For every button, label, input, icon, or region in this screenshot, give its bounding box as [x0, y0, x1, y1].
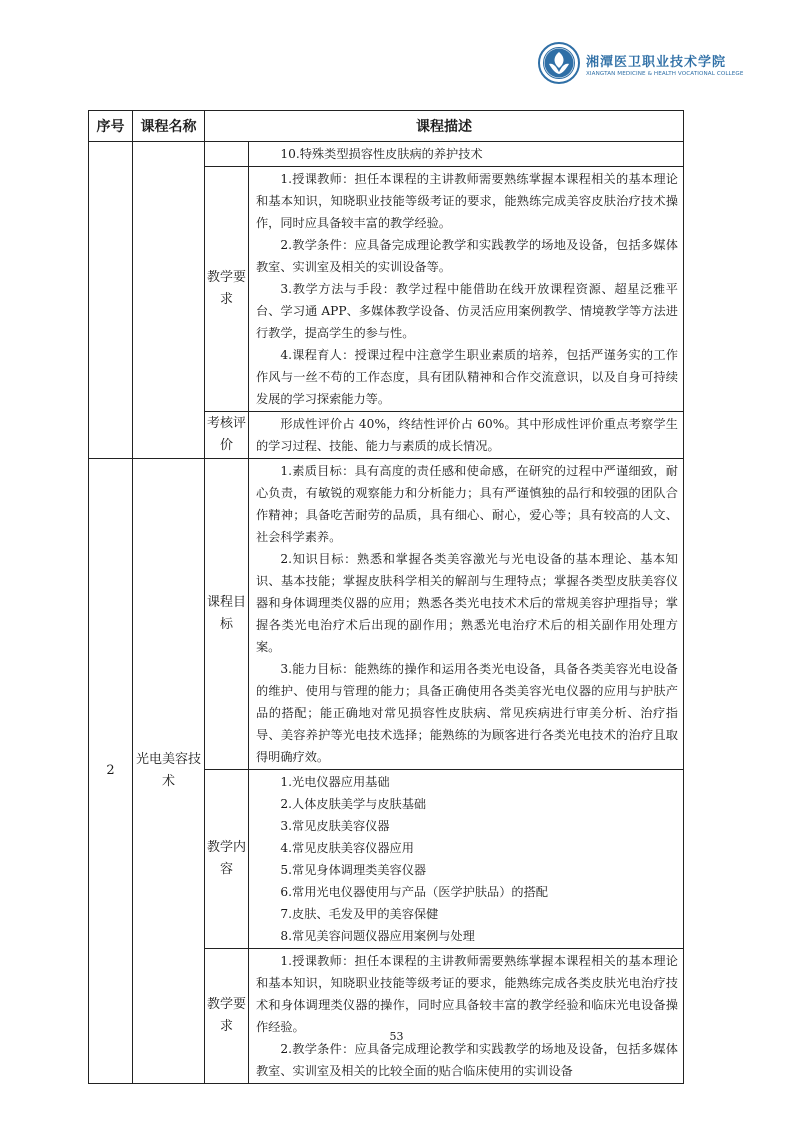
course-name-cell-empty	[133, 142, 205, 459]
paragraph: 2.教学条件：应具备完成理论教学和实践教学的场地及设备，包括多媒体教室、实训室及相关的比较全面的贴合临床使用的实训设备	[256, 1042, 678, 1078]
category-teaching-content: 教学内容	[205, 770, 249, 949]
page-number: 53	[389, 1030, 404, 1043]
paragraph: 2.知识目标：熟悉和掌握各类美容激光与光电设备的基本理论、基本知识、基本技能；掌握皮肤科学相关的解剖与生理特点；掌握各类型皮肤美容仪器和身体调理类仪器的应用；熟悉各类光电技术术后的常规美容护理指导；掌握各类光电治疗术后出现的副作用；熟悉光电治疗术后的相关副作用处理方案。	[256, 552, 678, 654]
paragraph: 形成性评价占 40%，终结性评价占 60%。其中形成性评价重点考察学生的学习过程、技能、能力与素质的成长情况。	[256, 417, 678, 453]
teaching-requirements-text	[249, 949, 684, 1084]
paragraph: 1.素质目标：具有高度的责任感和使命感，在研究的过程中严谨细致，耐心负责，有敏锐的观察能力和分析能力；具有严谨慎独的品行和较强的团队合作精神；具备吃苦耐劳的品质，具有细心、耐心，爱心等；具有较高的人文、社会科学素养。	[256, 464, 678, 544]
college-name-en: XIANGTAN MEDICINE & HEALTH VOCATIONAL COLLEGE	[586, 71, 744, 77]
list-item: 4.常见皮肤美容仪器应用	[280, 841, 414, 855]
category-cell-empty	[205, 142, 249, 167]
list-item: 6.常用光电仪器使用与产品（医学护肤品）的搭配	[280, 885, 548, 899]
list-item: 2.人体皮肤美学与皮肤基础	[280, 797, 427, 811]
category-assessment: 考核评价	[205, 412, 249, 459]
header-course-name: 课程名称	[133, 111, 205, 142]
paragraph: 1.授课教师：担任本课程的主讲教师需要熟练掌握本课程相关的基本理论和基本知识，知晓职业技能等级考证的要求，能熟练完成美容皮肤治疗技术操作，同时应具备较丰富的教学经验。	[256, 172, 678, 230]
header-index: 序号	[89, 111, 133, 142]
list-item: 8.常见美容问题仪器应用案例与处理	[280, 929, 475, 943]
teaching-content-list	[249, 770, 684, 949]
teaching-requirements-text	[249, 167, 684, 412]
assessment-text	[249, 412, 684, 459]
course-table	[88, 110, 684, 1084]
paragraph: 3.教学方法与手段：教学过程中能借助在线开放课程资源、超星泛雅平台、学习通 APP、多媒体教学设备、仿灵活应用案例教学、情境教学等方法进行教学，提高学生的参与性。	[256, 282, 678, 340]
college-name-cn: 湘潭医卫职业技术学院	[586, 55, 727, 70]
list-item: 7.皮肤、毛发及甲的美容保健	[280, 907, 439, 921]
paragraph: 2.教学条件：应具备完成理论教学和实践教学的场地及设备，包括多媒体教室、实训室及相关的实训设备等。	[256, 238, 678, 274]
header-course-description: 课程描述	[205, 111, 684, 142]
course-goals-text	[249, 459, 684, 770]
table-header-row	[89, 111, 684, 142]
course-index: 2	[89, 459, 133, 1084]
course-name: 光电美容技术	[133, 459, 205, 1084]
category-course-goals: 课程目标	[205, 459, 249, 770]
list-item: 10.特殊类型损容性皮肤病的养护技术	[280, 147, 483, 161]
table-row	[89, 459, 684, 770]
paragraph: 3.能力目标：能熟练的操作和运用各类光电设备，具备各类美容光电设备的维护、使用与管理的能力；具备正确使用各类美容光电仪器的应用与护肤产品的搭配；能正确地对常见损容性皮肤病、常见疾病进行审美分析、治疗指导、美容养护等光电技术选择；能熟练的为顾客进行各类光电技术的治疗且取得明确疗效。	[256, 662, 678, 764]
content-item-continued	[249, 142, 684, 167]
index-cell-empty	[89, 142, 133, 459]
list-item: 5.常见身体调理类美容仪器	[280, 863, 427, 877]
college-emblem-icon	[538, 42, 580, 84]
list-item: 3.常见皮肤美容仪器	[280, 819, 390, 833]
college-logo	[538, 42, 744, 84]
paragraph: 1.授课教师：担任本课程的主讲教师需要熟练掌握本课程相关的基本理论和基本知识，知晓职业技能等级考证的要求，能熟练完成各类皮肤光电治疗技术和身体调理类仪器的操作，同时应具备较丰富的教学经验和临床光电设备操作经验。	[256, 954, 678, 1034]
list-item: 1.光电仪器应用基础	[280, 775, 390, 789]
paragraph: 4.课程育人：授课过程中注意学生职业素质的培养，包括严谨务实的工作作风与一丝不苟的工作态度，具有团队精神和合作交流意识，以及自身可持续发展的学习探索能力等。	[256, 348, 678, 406]
category-teaching-requirements: 教学要求	[205, 949, 249, 1084]
table-row	[89, 142, 684, 167]
category-teaching-requirements: 教学要求	[205, 167, 249, 412]
